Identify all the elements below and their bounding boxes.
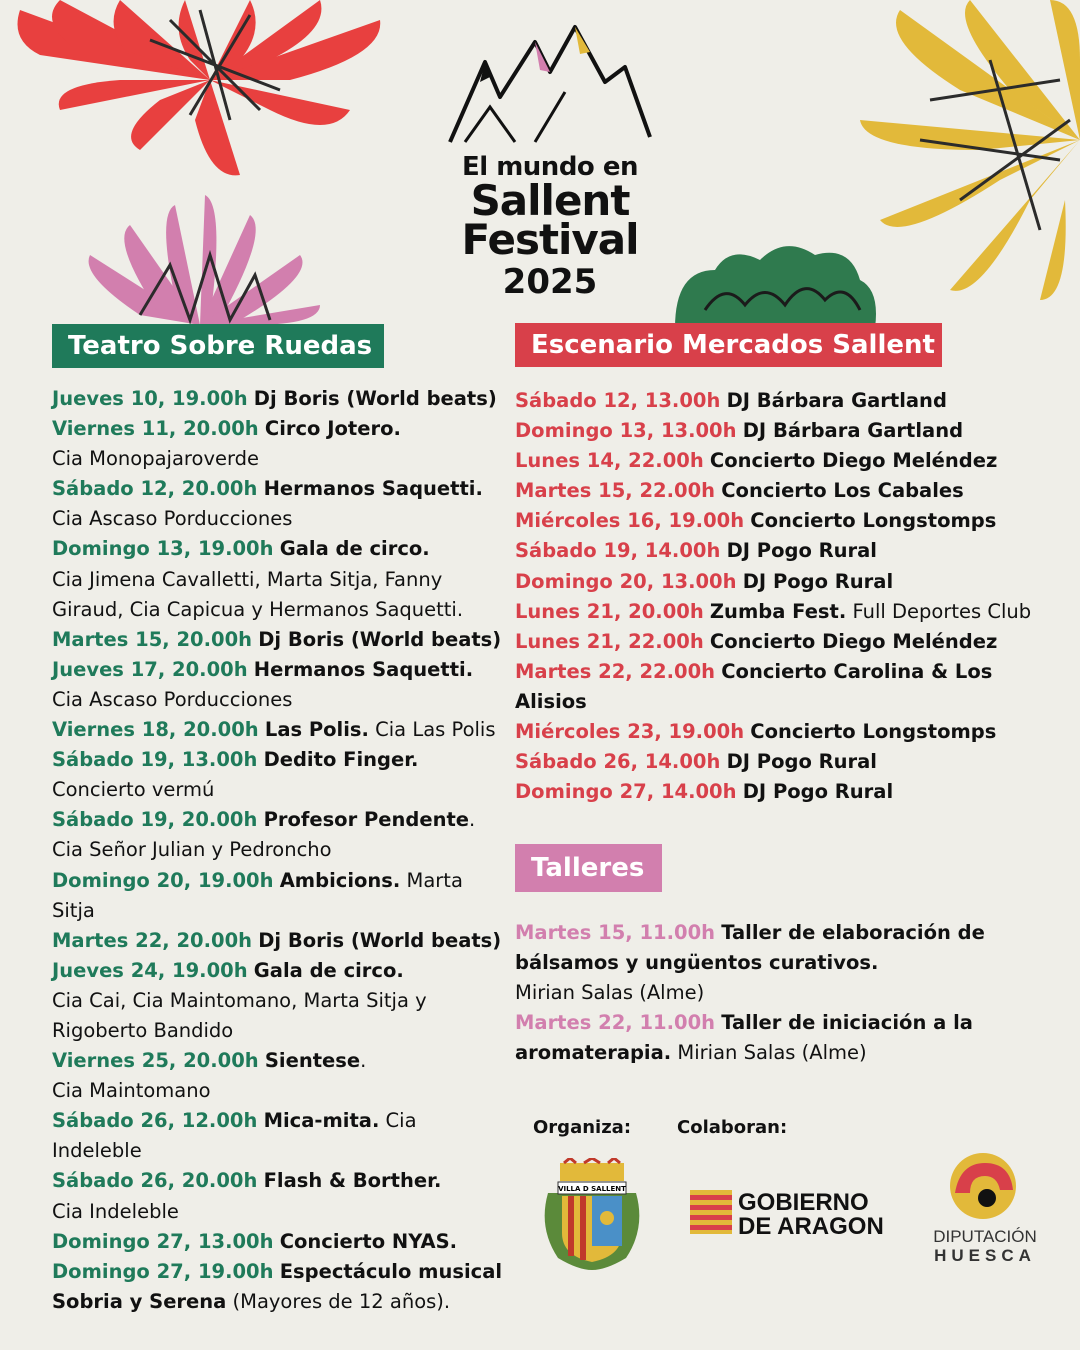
event-datetime: Martes 15, 11.00h bbox=[515, 921, 716, 944]
event-detail: Marta bbox=[400, 868, 463, 892]
teatro-line bbox=[52, 1076, 502, 1106]
escenario-heading: Escenario Mercados Sallent bbox=[515, 323, 942, 367]
crest-text: VILLA D SALLENT bbox=[558, 1185, 626, 1193]
event-title: Ambicions. bbox=[279, 868, 401, 892]
event-title: Espectáculo musical bbox=[279, 1259, 503, 1283]
event-detail: Cia Las Polis bbox=[368, 718, 496, 742]
teatro-line bbox=[52, 1287, 502, 1317]
talleres-heading: Talleres bbox=[515, 844, 662, 892]
event-datetime: Domingo 13, 13.00h bbox=[515, 419, 737, 443]
talleres-line bbox=[515, 1038, 985, 1068]
teatro-line bbox=[52, 715, 502, 745]
event-datetime: Martes 15, 22.00h bbox=[515, 479, 716, 503]
teatro-line bbox=[52, 956, 502, 986]
event-title: DJ Pogo Rural bbox=[726, 539, 877, 563]
teatro-line bbox=[52, 625, 502, 655]
escenario-line bbox=[515, 386, 1031, 416]
teatro-line bbox=[52, 1046, 502, 1076]
escenario-line bbox=[515, 657, 1031, 687]
event-title: DJ Bárbara Gartland bbox=[742, 419, 964, 443]
event-title: Gala de circo. bbox=[279, 537, 430, 561]
villa-sallent-crest-logo bbox=[538, 1158, 646, 1273]
event-title: Sientese bbox=[264, 1049, 361, 1073]
event-datetime: Sábado 19, 20.00h bbox=[52, 808, 258, 832]
teatro-line bbox=[52, 745, 502, 775]
event-title: Dj Boris (World beats) bbox=[258, 627, 502, 651]
event-title: Mica-mita. bbox=[263, 1109, 380, 1133]
event-datetime: Viernes 25, 20.00h bbox=[52, 1049, 259, 1073]
talleres-line bbox=[515, 918, 985, 948]
event-datetime: Martes 22, 22.00h bbox=[515, 659, 716, 683]
teatro-line bbox=[52, 685, 502, 715]
escenario-line bbox=[515, 567, 1031, 597]
event-detail: Cia Jimena Cavalletti, Marta Sitja, Fanny bbox=[52, 567, 443, 591]
festival-logo bbox=[440, 22, 660, 302]
event-title: Sobria y Serena bbox=[52, 1289, 227, 1313]
event-title: Hermanos Saquetti. bbox=[263, 477, 483, 501]
event-detail: Cia Monopajaroverde bbox=[52, 447, 260, 471]
escenario-line bbox=[515, 777, 1031, 807]
event-title: Dedito Finger. bbox=[263, 748, 419, 772]
event-title: Concierto Longstomps bbox=[750, 509, 997, 533]
event-datetime: Sábado 19, 14.00h bbox=[515, 539, 721, 563]
teatro-line bbox=[52, 595, 502, 625]
festival-title-line3: Festival bbox=[461, 215, 639, 264]
event-datetime: Sábado 12, 13.00h bbox=[515, 389, 721, 412]
event-title: Las Polis. bbox=[264, 718, 369, 742]
talleres-line bbox=[515, 978, 985, 1008]
event-datetime: Martes 22, 20.00h bbox=[52, 928, 253, 952]
yellow-flower-decoration bbox=[860, 0, 1080, 300]
event-datetime: Jueves 10, 19.00h bbox=[52, 387, 248, 410]
teatro-line bbox=[52, 504, 502, 534]
event-detail: Cia Maintomano bbox=[52, 1079, 211, 1103]
event-detail: . bbox=[469, 808, 476, 832]
colaboran-label: Colaboran: bbox=[677, 1117, 788, 1138]
gobierno-line2: DE ARAGON bbox=[738, 1213, 884, 1238]
event-title: DJ Bárbara Gartland bbox=[726, 389, 947, 412]
event-title: Concierto Diego Meléndez bbox=[709, 629, 998, 653]
event-title: aromaterapia. bbox=[515, 1041, 672, 1065]
event-detail: Concierto vermú bbox=[52, 778, 215, 802]
event-datetime: Sábado 26, 12.00h bbox=[52, 1109, 258, 1133]
teatro-line bbox=[52, 1257, 502, 1287]
event-datetime: Lunes 21, 20.00h bbox=[515, 599, 704, 623]
event-datetime: Miércoles 23, 19.00h bbox=[515, 720, 745, 744]
diputacion-line1: DIPUTACIÓN bbox=[933, 1227, 1037, 1246]
festival-year: 2025 bbox=[502, 262, 598, 302]
event-detail: Giraud, Cia Capicua y Hermanos Saquetti. bbox=[52, 597, 464, 621]
teatro-line bbox=[52, 775, 502, 805]
event-title: Zumba Fest. bbox=[709, 599, 847, 623]
teatro-line bbox=[52, 655, 502, 685]
mountains-icon bbox=[445, 22, 655, 144]
event-detail: Sitja bbox=[52, 898, 95, 922]
event-datetime: Domingo 27, 13.00h bbox=[52, 1229, 274, 1253]
teatro-line bbox=[52, 926, 502, 956]
event-datetime: Sábado 19, 13.00h bbox=[52, 748, 258, 772]
teatro-line bbox=[52, 835, 502, 865]
escenario-line bbox=[515, 687, 1031, 717]
event-datetime: Sábado 12, 20.00h bbox=[52, 477, 258, 501]
escenario-line bbox=[515, 627, 1031, 657]
event-title: Concierto Los Cabales bbox=[721, 479, 964, 503]
green-bush-decoration bbox=[675, 240, 880, 328]
escenario-line bbox=[515, 506, 1031, 536]
event-title: Concierto Longstomps bbox=[750, 720, 997, 744]
escenario-line bbox=[515, 597, 1031, 627]
red-flower-decoration bbox=[0, 0, 400, 185]
event-title: Concierto Carolina & Los bbox=[721, 659, 993, 683]
escenario-line bbox=[515, 416, 1031, 446]
event-title: Dj Boris (World beats) bbox=[258, 928, 502, 952]
event-datetime: Martes 22, 11.00h bbox=[515, 1011, 716, 1035]
event-datetime: Sábado 26, 20.00h bbox=[52, 1169, 258, 1193]
escenario-line bbox=[515, 446, 1031, 476]
escenario-line bbox=[515, 476, 1031, 506]
event-datetime: Sábado 26, 14.00h bbox=[515, 750, 721, 774]
event-title: Taller de iniciación a la bbox=[721, 1011, 973, 1035]
festival-title-line1: El mundo en bbox=[461, 152, 638, 182]
gobierno-line1: GOBIERNO bbox=[738, 1189, 869, 1216]
talleres-line bbox=[515, 1008, 985, 1038]
event-detail: . bbox=[360, 1049, 367, 1073]
event-title: Gala de circo. bbox=[253, 958, 404, 982]
event-datetime: Viernes 18, 20.00h bbox=[52, 718, 259, 742]
event-detail: Cia Ascaso Porducciones bbox=[52, 687, 293, 711]
event-title: Circo Jotero. bbox=[264, 417, 401, 441]
event-title: Concierto NYAS. bbox=[279, 1229, 458, 1253]
event-datetime: Domingo 20, 19.00h bbox=[52, 868, 274, 892]
event-datetime: Jueves 24, 19.00h bbox=[52, 958, 248, 982]
event-title: Hermanos Saquetti. bbox=[253, 657, 474, 681]
teatro-heading: Teatro Sobre Ruedas bbox=[52, 324, 384, 368]
event-detail: Cia Ascaso Porducciones bbox=[52, 507, 293, 531]
event-datetime: Lunes 21, 22.00h bbox=[515, 629, 704, 653]
organiza-label: Organiza: bbox=[533, 1117, 632, 1138]
event-title: Taller de elaboración de bbox=[721, 921, 985, 944]
event-title: Flash & Borther. bbox=[263, 1169, 442, 1193]
teatro-line bbox=[52, 986, 502, 1016]
event-detail: Mirian Salas (Alme) bbox=[515, 981, 705, 1005]
teatro-line bbox=[52, 1136, 502, 1166]
event-detail: Rigoberto Bandido bbox=[52, 1018, 234, 1042]
teatro-line bbox=[52, 444, 502, 474]
event-detail: Cia bbox=[379, 1109, 417, 1133]
teatro-line bbox=[52, 866, 502, 896]
teatro-line bbox=[52, 1106, 502, 1136]
event-detail: Full Deportes Club bbox=[846, 599, 1032, 623]
escenario-line bbox=[515, 747, 1031, 777]
diputacion-line2: HUESCA bbox=[934, 1246, 1036, 1265]
event-datetime: Domingo 20, 13.00h bbox=[515, 569, 737, 593]
teatro-line bbox=[52, 384, 502, 414]
teatro-line bbox=[52, 1016, 502, 1046]
event-datetime: Domingo 27, 19.00h bbox=[52, 1259, 274, 1283]
event-detail: Cia Cai, Cia Maintomano, Marta Sitja y bbox=[52, 988, 427, 1012]
diputacion-huesca-logo bbox=[915, 1148, 1055, 1266]
event-datetime: Jueves 17, 20.00h bbox=[52, 657, 248, 681]
teatro-line bbox=[52, 565, 502, 595]
event-detail: Cia Señor Julian y Pedroncho bbox=[52, 838, 332, 862]
teatro-line bbox=[52, 805, 502, 835]
escenario-line bbox=[515, 536, 1031, 566]
event-detail: Cia Indeleble bbox=[52, 1199, 179, 1223]
teatro-line bbox=[52, 1197, 502, 1227]
event-detail: Mirian Salas (Alme) bbox=[671, 1041, 867, 1065]
event-datetime: Domingo 13, 19.00h bbox=[52, 537, 274, 561]
event-title: DJ Pogo Rural bbox=[726, 750, 877, 774]
event-title: Alisios bbox=[515, 689, 587, 713]
teatro-schedule bbox=[52, 384, 502, 1317]
event-title: DJ Pogo Rural bbox=[742, 780, 894, 804]
event-datetime: Miércoles 16, 19.00h bbox=[515, 509, 745, 533]
event-title: Dj Boris (World beats) bbox=[253, 387, 497, 410]
talleres-line bbox=[515, 948, 985, 978]
escenario-schedule bbox=[515, 386, 1031, 807]
event-detail: (Mayores de 12 años). bbox=[226, 1289, 451, 1313]
event-datetime: Viernes 11, 20.00h bbox=[52, 417, 259, 441]
event-datetime: Domingo 27, 14.00h bbox=[515, 780, 737, 804]
gobierno-aragon-logo bbox=[690, 1186, 895, 1238]
teatro-line bbox=[52, 1227, 502, 1257]
teatro-line bbox=[52, 414, 502, 444]
event-detail: Indeleble bbox=[52, 1139, 142, 1163]
event-title: DJ Pogo Rural bbox=[742, 569, 894, 593]
event-title: Concierto Diego Meléndez bbox=[709, 449, 998, 473]
event-datetime: Lunes 14, 22.00h bbox=[515, 449, 704, 473]
teatro-line bbox=[52, 534, 502, 564]
teatro-line bbox=[52, 896, 502, 926]
talleres-schedule bbox=[515, 918, 985, 1068]
festival-title-line2: Sallent bbox=[470, 176, 630, 225]
event-title: Profesor Pendente bbox=[263, 808, 469, 832]
pink-flower-decoration bbox=[80, 195, 320, 325]
event-title: bálsamos y ungüentos curativos. bbox=[515, 951, 879, 975]
event-datetime: Martes 15, 20.00h bbox=[52, 627, 253, 651]
teatro-line bbox=[52, 1166, 502, 1196]
teatro-line bbox=[52, 474, 502, 504]
escenario-line bbox=[515, 717, 1031, 747]
